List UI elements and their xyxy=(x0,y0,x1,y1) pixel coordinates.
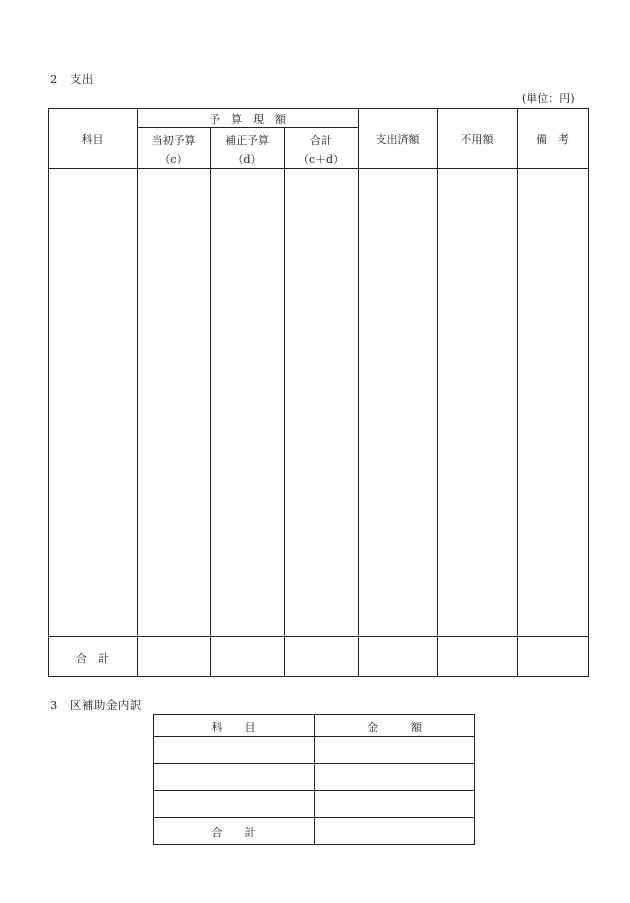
col-divider-1 xyxy=(137,108,138,677)
table-border-left xyxy=(48,108,49,677)
header-unused: 不用額 xyxy=(460,133,494,146)
subsidy-row-divider-2 xyxy=(153,763,475,764)
header-remarks: 備 考 xyxy=(536,133,569,146)
unit-label: (単位：円) xyxy=(522,92,575,105)
col-divider-3 xyxy=(284,127,285,677)
budget-group-divider xyxy=(137,127,358,128)
expenditure-table xyxy=(48,108,589,677)
header-budget-group: 予 算 現 額 xyxy=(209,113,286,126)
header-initial-budget-code: （c） xyxy=(159,153,188,166)
subsidy-row-divider-4 xyxy=(153,817,475,818)
subsidy-header-amount: 金 額 xyxy=(367,721,422,734)
subsidy-table xyxy=(153,714,475,845)
col-divider-6 xyxy=(517,108,518,677)
expenditure-total-label: 合 計 xyxy=(76,652,109,665)
total-row-divider xyxy=(48,636,589,637)
table-border-right xyxy=(588,108,589,677)
subsidy-header-subject: 科 目 xyxy=(211,721,256,734)
header-supplementary-budget-code: （d） xyxy=(232,153,262,166)
subsidy-row-divider-1 xyxy=(153,736,475,737)
header-total-code: （c＋d） xyxy=(297,153,345,166)
col-divider-5 xyxy=(437,108,438,677)
header-total: 合計 xyxy=(310,134,332,147)
col-divider-2 xyxy=(210,127,211,677)
header-divider xyxy=(48,168,589,169)
subsidy-section-title: 3 区補助金内訳 xyxy=(50,698,142,712)
expenditure-section-title: 2 支出 xyxy=(50,72,94,86)
header-subject: 科目 xyxy=(81,133,104,146)
header-initial-budget: 当初予算 xyxy=(151,134,196,147)
subsidy-row-divider-3 xyxy=(153,790,475,791)
header-expended: 支出済額 xyxy=(375,133,420,146)
col-divider-4 xyxy=(358,108,359,677)
table-border-top xyxy=(48,108,589,109)
table-border-bottom xyxy=(48,676,589,677)
header-supplementary-budget: 補正予算 xyxy=(225,134,269,147)
subsidy-total-label: 合 計 xyxy=(211,826,256,839)
